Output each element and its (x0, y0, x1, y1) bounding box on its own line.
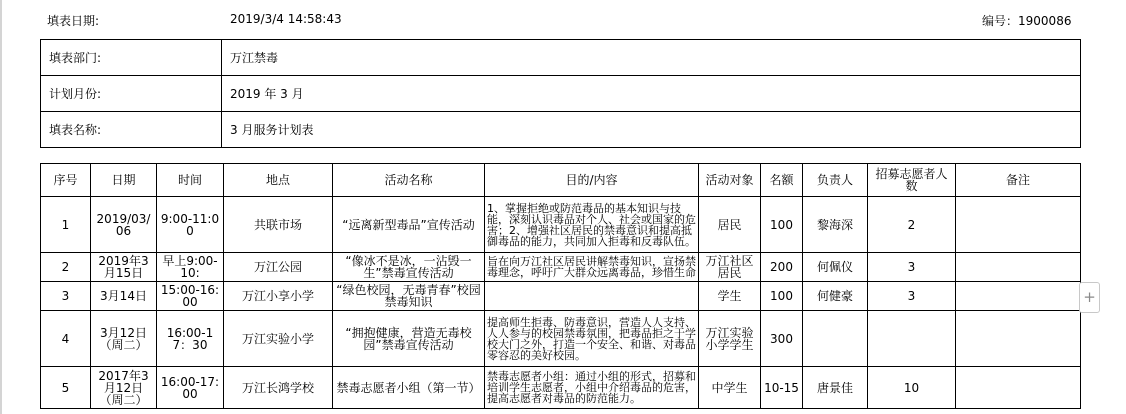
cell-leader (803, 311, 868, 367)
cell-leader: 唐景佳 (803, 367, 868, 409)
cell-time: 16:00-17：30 (157, 311, 224, 367)
form-name-value: 3 月服务计划表 (222, 112, 1081, 148)
cell-no: 1 (41, 197, 91, 253)
cell-purpose: 1、掌握拒绝或防范毒品的基本知识与技能，深刻认识毒品对个人、社会或国家的危害；2、增强社区居民的禁毒意识和提高抵御毒品的能力，共同加入拒毒和反毒队伍。 (485, 197, 699, 253)
table-header-row (41, 164, 1081, 197)
cell-target: 万江社区居民 (699, 253, 761, 282)
serial-number (982, 12, 1071, 29)
expand-plus-button[interactable]: + (1079, 282, 1100, 313)
fill-date-value: 2019/3/4 14:58:43 (230, 12, 342, 26)
col-header-time: 时间 (157, 164, 224, 197)
cell-target: 学生 (699, 282, 761, 311)
cell-time: 16:00-17:00 (157, 367, 224, 409)
cell-place: 万江小享小学 (224, 282, 333, 311)
cell-activity: “像冰不是冰，一沾毁一生”禁毒宣传活动 (333, 253, 485, 282)
cell-volunteers: 2 (868, 197, 956, 253)
cell-remark (956, 197, 1081, 253)
col-header-no: 序号 (41, 164, 91, 197)
col-header-date: 日期 (91, 164, 157, 197)
form-info-table (40, 39, 1081, 148)
cell-activity: “拥抱健康，营造无毒校园”禁毒宣传活动 (333, 311, 485, 367)
cell-target: 万江实验小学学生 (699, 311, 761, 367)
table-row (41, 367, 1081, 409)
cell-time: 早上9:00-10: (157, 253, 224, 282)
department-label: 填表部门: (41, 40, 222, 76)
cell-quota: 100 (761, 282, 803, 311)
department-value: 万江禁毒 (222, 40, 1081, 76)
cell-remark (956, 367, 1081, 409)
cell-quota: 200 (761, 253, 803, 282)
cell-volunteers: 10 (868, 367, 956, 409)
cell-no: 2 (41, 253, 91, 282)
cell-date: 2019/03/06 (91, 197, 157, 253)
cell-date: 2017年3月12日（周二） (91, 367, 157, 409)
cell-purpose: 提高师生拒毒、防毒意识，营造人人支持、人人参与的校园禁毒氛围，把毒品拒之于学校大门之外，打造一个安全、和谐、对毒品零容忍的美好校园。 (485, 311, 699, 367)
cell-leader: 何健豪 (803, 282, 868, 311)
cell-time: 15:00-16:00 (157, 282, 224, 311)
cell-purpose: 旨在向万江社区居民讲解禁毒知识，宣扬禁毒理念，呼吁广大群众远离毒品，珍惜生命 (485, 253, 699, 282)
cell-activity: 禁毒志愿者小组（第一节） (333, 367, 485, 409)
cell-activity: “远离新型毒品”宣传活动 (333, 197, 485, 253)
cell-quota: 10-15 (761, 367, 803, 409)
col-header-leader: 负责人 (803, 164, 868, 197)
col-header-volunteers: 招募志愿者人数 (868, 164, 956, 197)
cell-quota: 300 (761, 311, 803, 367)
table-row (41, 311, 1081, 367)
col-header-target: 活动对象 (699, 164, 761, 197)
col-header-place: 地点 (224, 164, 333, 197)
service-plan-table (40, 163, 1081, 409)
table-row (41, 282, 1081, 311)
cell-remark (956, 253, 1081, 282)
table-row (41, 197, 1081, 253)
cell-no: 3 (41, 282, 91, 311)
cell-purpose (485, 282, 699, 311)
serial-number-value: 1900086 (1018, 14, 1072, 28)
month-row (41, 76, 1081, 112)
page-left-border (0, 0, 2, 414)
cell-target: 居民 (699, 197, 761, 253)
cell-leader: 何佩仪 (803, 253, 868, 282)
cell-place: 万江长鸿学校 (224, 367, 333, 409)
month-label: 计划月份: (41, 76, 222, 112)
col-header-purpose: 目的/内容 (485, 164, 699, 197)
cell-date: 3月14日 (91, 282, 157, 311)
cell-quota: 100 (761, 197, 803, 253)
form-name-row (41, 112, 1081, 148)
col-header-remark: 备注 (956, 164, 1081, 197)
table-row (41, 253, 1081, 282)
cell-no: 5 (41, 367, 91, 409)
cell-place: 万江实验小学 (224, 311, 333, 367)
cell-volunteers: 3 (868, 282, 956, 311)
cell-remark (956, 311, 1081, 367)
col-header-activity: 活动名称 (333, 164, 485, 197)
cell-date: 2019年3月15日 (91, 253, 157, 282)
cell-no: 4 (41, 311, 91, 367)
month-value: 2019 年 3 月 (222, 76, 1081, 112)
cell-place: 共联市场 (224, 197, 333, 253)
fill-date-label: 填表日期: (47, 14, 100, 28)
serial-number-label: 编号： (982, 14, 1019, 28)
cell-remark (956, 282, 1081, 311)
cell-volunteers: 3 (868, 253, 956, 282)
cell-time: 9:00-11:00 (157, 197, 224, 253)
cell-activity: “绿色校园，无毒青春”校园禁毒知识 (333, 282, 485, 311)
cell-volunteers (868, 311, 956, 367)
cell-purpose: 禁毒志愿者小组：通过小组的形式，招募和培训学生志愿者，小组中介绍毒品的危害，提高志愿者对毒品的防范能力。 (485, 367, 699, 409)
form-name-label: 填表名称: (41, 112, 222, 148)
cell-date: 3月12日（周二） (91, 311, 157, 367)
col-header-quota: 名额 (761, 164, 803, 197)
department-row (41, 40, 1081, 76)
cell-place: 万江公园 (224, 253, 333, 282)
cell-target: 中学生 (699, 367, 761, 409)
cell-leader: 黎海深 (803, 197, 868, 253)
